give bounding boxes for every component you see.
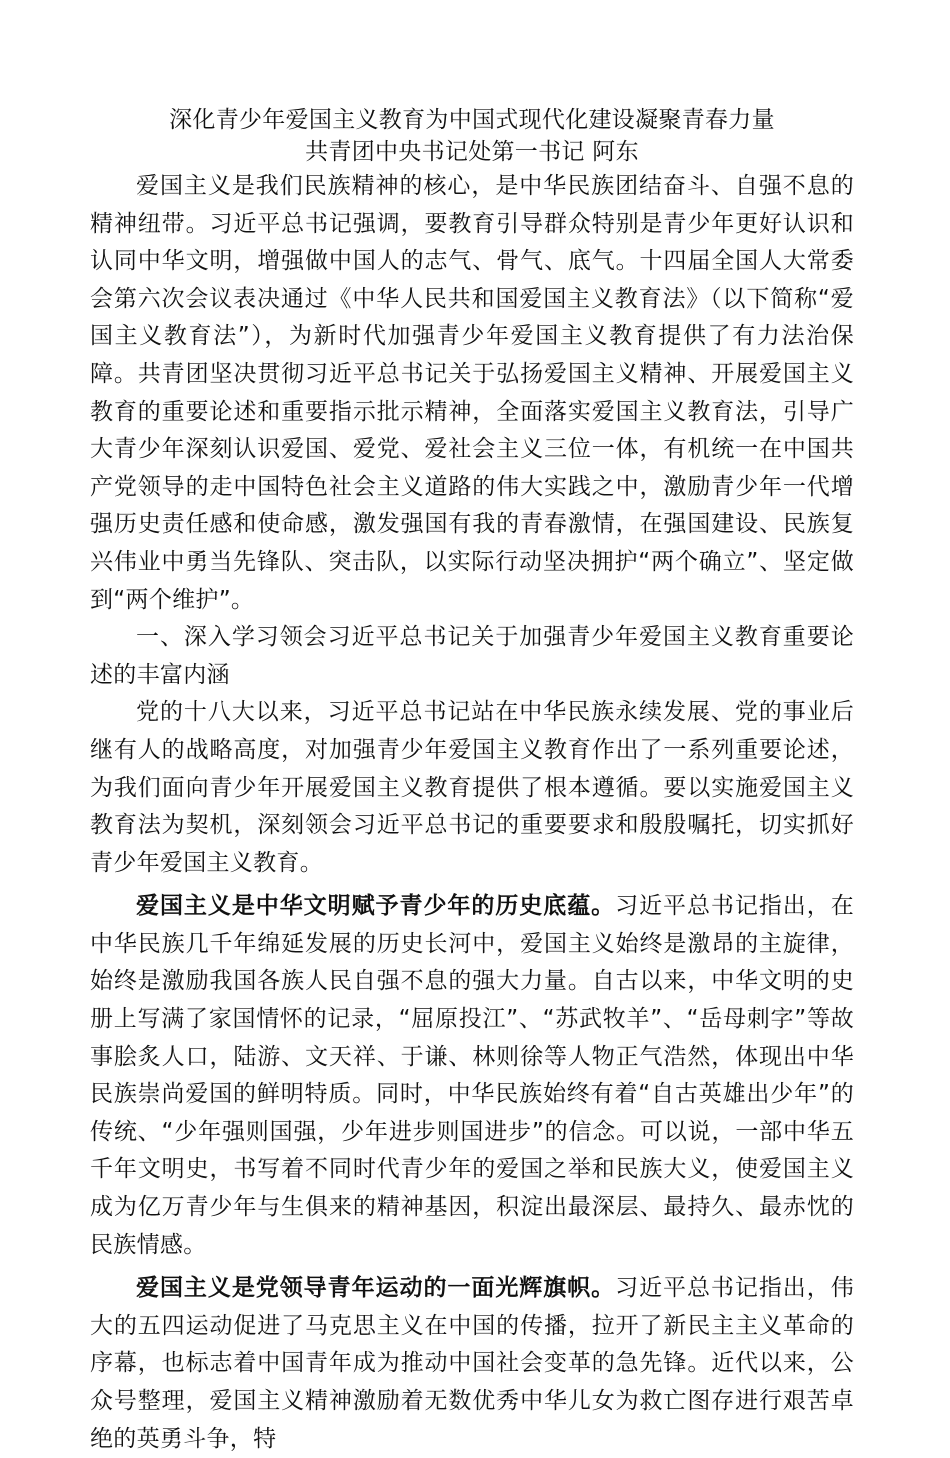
section-heading-text: 一、深入学习领会习近平总书记关于加强青少年爱国主义教育重要论述的丰富内涵 <box>90 624 854 688</box>
section-heading-1 <box>90 619 854 694</box>
paragraph-intro <box>90 168 854 619</box>
paragraph-youth-movement <box>90 1270 854 1458</box>
paragraph-history <box>90 888 854 1264</box>
document-author: 共青团中央书记处第一书记 阿东 <box>305 139 639 165</box>
paragraph-text: 习近平总书记指出，在中华民族几千年绵延发展的历史长河中，爱国主义始终是激昂的主旋律，始终是激励我国各族人民自强不息的强大力量。自古以来，中华文明的史册上写满了家国情怀的记录，“屈原投江”、“苏武牧羊”、“岳母刺字”等故事脍炙人口，陆游、文天祥、于谦、林则徐等人物正气浩然，体现出中华民族崇尚爱国的鲜明特质。同时，中华民族始终有着“自古英雄出少年”的传统、“少年强则国强，少年进步则国进步”的信念。可以说，一部中华五千年文明史，书写着不同时代青少年的爱国之举和民族大义，使爱国主义成为亿万青少年与生俱来的精神基因，积淀出最深层、最持久、最赤忱的民族情感。 <box>90 893 855 1258</box>
paragraph-text: 习近平总书记指出，伟大的五四运动促进了马克思主义在中国的传播，拉开了新民主主义革命的序幕，也标志着中国青年成为推动中国社会变革的急先锋。近代以来，公众号整理，爱国主义精神激励着无数优秀中华儿女为救亡图存进行艰苦卓绝的英勇斗争，特 <box>90 1275 855 1452</box>
document-page <box>90 104 854 1458</box>
paragraph-lead: 爱国主义是中华文明赋予青少年的历史底蕴。 <box>136 893 616 920</box>
paragraph-text: 党的十八大以来，习近平总书记站在中华民族永续发展、党的事业后继有人的战略高度，对加强青少年爱国主义教育作出了一系列重要论述，为我们面向青少年开展爱国主义教育提供了根本遵循。要以实施爱国主义教育法为契机，深刻领会习近平总书记的重要要求和殷殷嘱托，切实抓好青少年爱国主义教育。 <box>90 699 854 876</box>
paragraph-lead: 爱国主义是党领导青年运动的一面光辉旗帜。 <box>136 1275 616 1302</box>
document-body <box>90 168 854 1458</box>
paragraph-text: 爱国主义是我们民族精神的核心，是中华民族团结奋斗、自强不息的精神纽带。习近平总书记强调，要教育引导群众特别是青少年更好认识和认同中华文明，增强做中国人的志气、骨气、底气。十四届全国人大常委会第六次会议表决通过《中华人民共和国爱国主义教育法》（以下简称“爱国主义教育法”），为新时代加强青少年爱国主义教育提供了有力法治保障。共青团坚决贯彻习近平总书记关于弘扬爱国主义精神、开展爱国主义教育的重要论述和重要指示批示精神，全面落实爱国主义教育法，引导广大青少年深刻认识爱国、爱党、爱社会主义三位一体，有机统一在中国共产党领导的走中国特色社会主义道路的伟大实践之中，激励青少年一代增强历史责任感和使命感，激发强国有我的青春激情，在强国建设、民族复兴伟业中勇当先锋队、突击队，以实际行动坚决拥护“两个确立”、坚定做到“两个维护”。 <box>90 173 854 613</box>
document-title: 深化青少年爱国主义教育为中国式现代化建设凝聚青春力量 <box>169 107 775 133</box>
paragraph-section1-intro <box>90 694 854 882</box>
